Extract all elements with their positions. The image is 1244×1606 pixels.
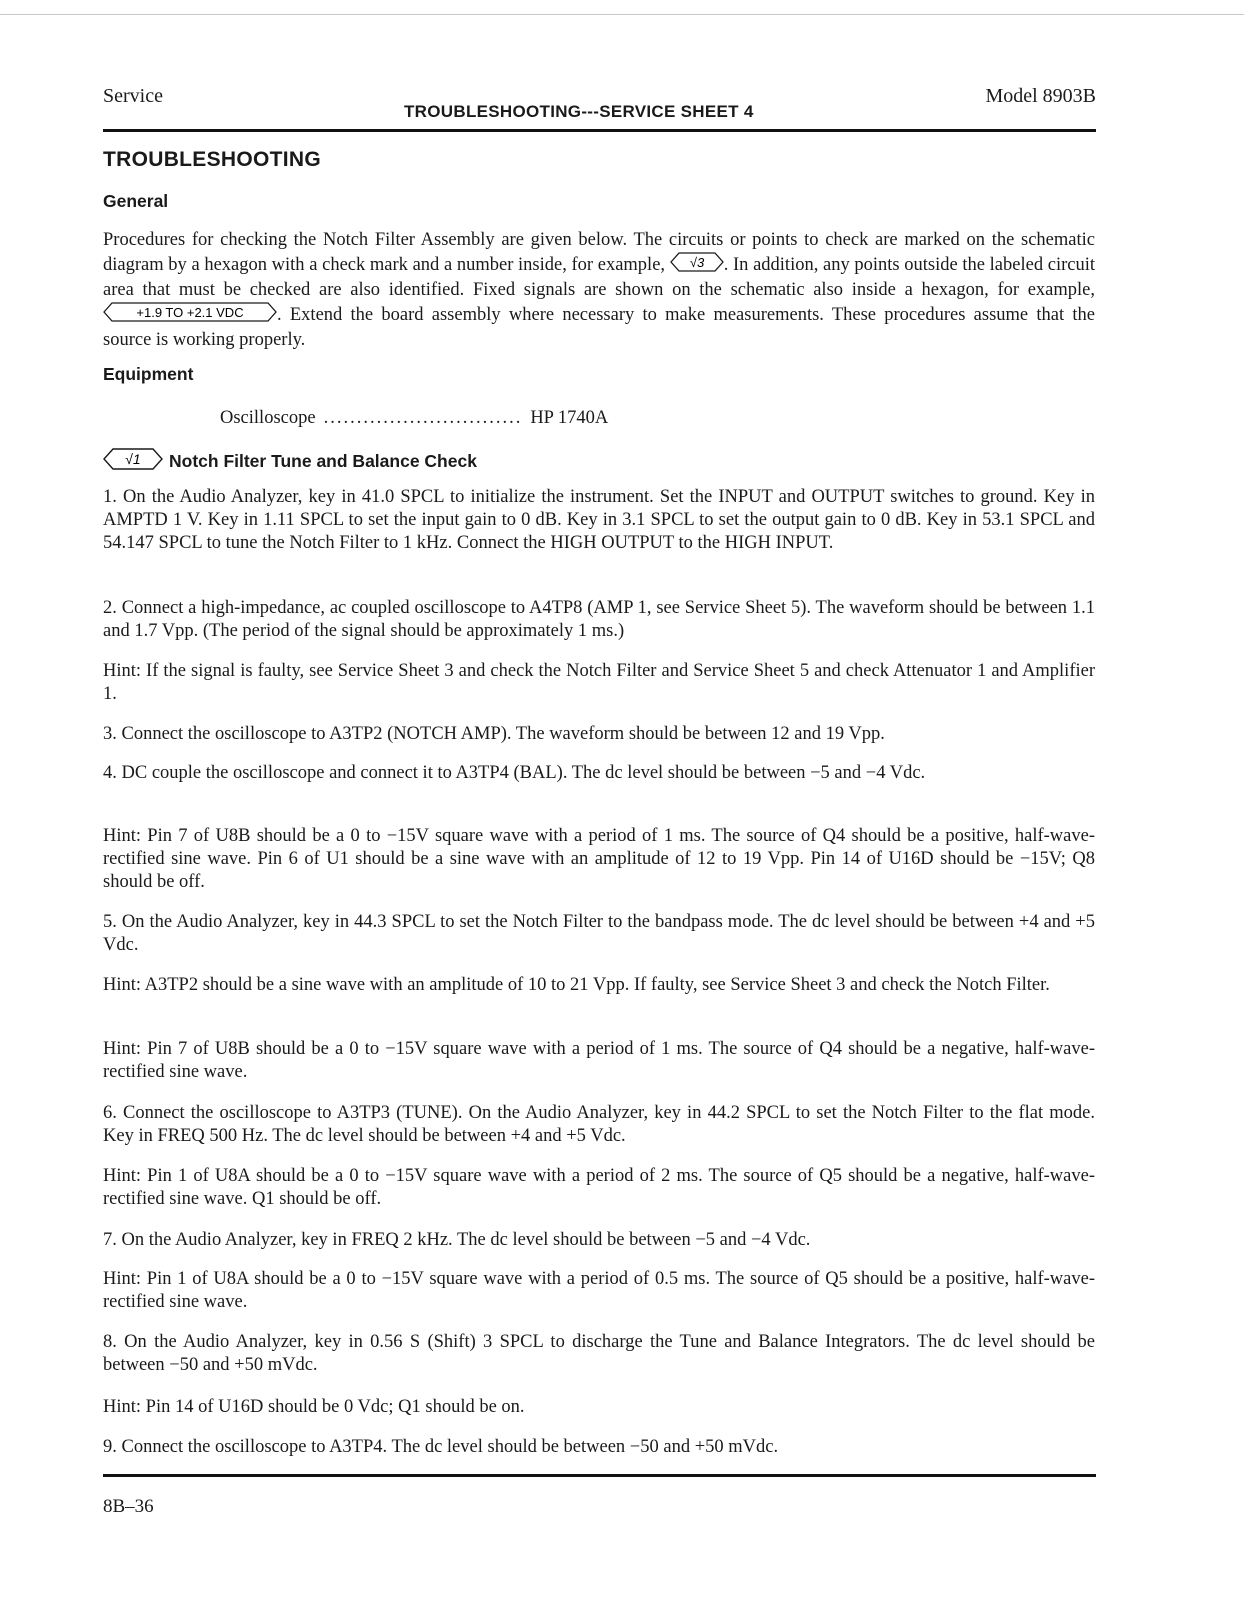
step-3: 3. Connect the oscilloscope to A3TP2 (NOTCH AMP). The waveform should be between 12 and 19 Vpp. xyxy=(103,724,885,744)
page-title: TROUBLESHOOTING xyxy=(103,148,321,171)
signal-hexagon-example xyxy=(103,302,277,329)
check-heading-text: Notch Filter Tune and Balance Check xyxy=(169,451,477,471)
hint-step-4: Hint: Pin 7 of U8B should be a 0 to −15V square wave with a period of 1 ms. The source of Q4 should be a positive, half-wave-rectified sine wave. Pin 6 of U1 should be a sine wave with an amplitude of 12 to 19 Vpp. Pin 14 of U16D should be −15V; Q8 should be off. xyxy=(103,826,1095,892)
check-hexagon-icon xyxy=(103,448,163,475)
step-2: 2. Connect a high-impedance, ac coupled oscilloscope to A4TP8 (AMP 1, see Service Sheet 5). The waveform should be between 1.1 and 1.7 Vpp. (The period of the signal should be approximately 1 ms.) xyxy=(103,598,1095,641)
general-text-2: . In addition, any points outside the labeled circuit area that must be checked are also identified. Fixed signals are shown on the schematic also inside a hexagon, for example, xyxy=(103,254,1095,300)
equipment-row xyxy=(220,408,780,429)
footer-rule xyxy=(103,1474,1096,1477)
equipment-dot-leader: .............................. xyxy=(323,408,523,428)
check-heading xyxy=(103,448,477,475)
equipment-item-name: Oscilloscope xyxy=(220,408,316,428)
hex-example-2-label: +1.9 TO +2.1 VDC xyxy=(136,305,244,320)
general-heading: General xyxy=(103,191,169,211)
general-paragraph xyxy=(103,229,1095,352)
general-text-1: Procedures for checking the Notch Filter Assembly are given below. The circuits or points to check are marked on the schematic diagram by a hexagon with a check mark and a number inside, for example, xyxy=(103,230,1095,275)
equipment-item-model: HP 1740A xyxy=(530,408,609,428)
header-sheet-title: TROUBLESHOOTING---SERVICE SHEET 4 xyxy=(404,102,754,121)
scan-edge-line xyxy=(0,14,1244,15)
step-5: 5. On the Audio Analyzer, key in 44.3 SPCL to set the Notch Filter to the bandpass mode. The dc level should be between +4 and +5 Vdc. xyxy=(103,912,1095,955)
check-hexagon-example xyxy=(670,252,724,279)
step-1: 1. On the Audio Analyzer, key in 41.0 SPCL to initialize the instrument. Set the INPUT and OUTPUT switches to ground. Key in AMPTD 1 V. Key in 1.11 SPCL to set the input gain to 0 dB. Key in 3.1 SPCL to set the output gain to 0 dB. Key in 53.1 SPCL and 54.147 SPCL to tune the Notch Filter to 1 kHz. Connect the HIGH OUTPUT to the HIGH INPUT. xyxy=(103,487,1095,553)
header-rule xyxy=(103,129,1096,132)
hint-step-5a: Hint: A3TP2 should be a sine wave with an amplitude of 10 to 21 Vpp. If faulty, see Service Sheet 3 and check the Notch Filter. xyxy=(103,975,1050,995)
step-8: 8. On the Audio Analyzer, key in 0.56 S (Shift) 3 SPCL to discharge the Tune and Balance Integrators. The dc level should be between −50 and +50 mVdc. xyxy=(103,1332,1095,1375)
equipment-heading: Equipment xyxy=(103,364,194,384)
hint-step-8: Hint: Pin 14 of U16D should be 0 Vdc; Q1 should be on. xyxy=(103,1397,525,1417)
page-number: 8B–36 xyxy=(103,1496,154,1517)
hint-step-2: Hint: If the signal is faulty, see Service Sheet 3 and check the Notch Filter and Service Sheet 5 and check Attenuator 1 and Amplifier 1. xyxy=(103,661,1095,704)
step-4: 4. DC couple the oscilloscope and connect it to A3TP4 (BAL). The dc level should be between −5 and −4 Vdc. xyxy=(103,763,926,783)
hex-example-1-label: √3 xyxy=(689,255,704,270)
check-hexagon-label: √1 xyxy=(125,451,141,467)
header-model-label: Model 8903B xyxy=(985,85,1096,107)
header-section-label: Service xyxy=(103,85,163,107)
hint-step-7: Hint: Pin 1 of U8A should be a 0 to −15V square wave with a period of 0.5 ms. The source of Q5 should be a positive, half-wave-rectified sine wave. xyxy=(103,1269,1095,1312)
hint-step-5b: Hint: Pin 7 of U8B should be a 0 to −15V square wave with a period of 1 ms. The source of Q4 should be a negative, half-wave-rectified sine wave. xyxy=(103,1039,1095,1082)
step-6: 6. Connect the oscilloscope to A3TP3 (TUNE). On the Audio Analyzer, key in 44.2 SPCL to set the Notch Filter to the flat mode. Key in FREQ 500 Hz. The dc level should be between +4 and +5 Vdc. xyxy=(103,1103,1095,1146)
hint-step-6: Hint: Pin 1 of U8A should be a 0 to −15V square wave with a period of 2 ms. The source of Q5 should be a negative, half-wave-rectified sine wave. Q1 should be off. xyxy=(103,1166,1095,1209)
general-text-3: . Extend the board assembly where necessary to make measurements. These procedures assume that the source is working properly. xyxy=(103,304,1095,350)
step-7: 7. On the Audio Analyzer, key in FREQ 2 kHz. The dc level should be between −5 and −4 Vdc. xyxy=(103,1230,811,1250)
step-9: 9. Connect the oscilloscope to A3TP4. The dc level should be between −50 and +50 mVdc. xyxy=(103,1437,779,1457)
